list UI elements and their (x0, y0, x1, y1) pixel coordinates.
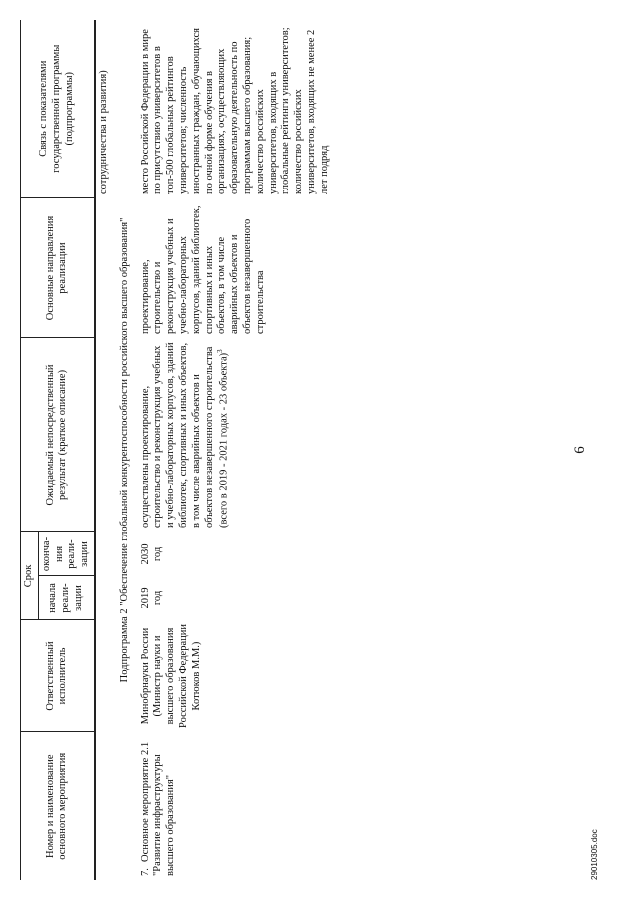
measure-name: Основное мероприятие 2.1 "Развитие инфраструктуры высшего образования" (139, 741, 177, 876)
header-executor: Ответственный исполнитель (21, 620, 95, 732)
table-row (138, 20, 334, 880)
continuation-text: сотрудничества и развития) (97, 70, 109, 194)
subprogram-title: Подпрограмма 2 "Обеспечение глобальной конкурентоспособности российского высшего образования" (118, 217, 130, 683)
measures-table (20, 20, 334, 880)
row-number: 7. (139, 868, 151, 876)
header-directions: Основные направления реализации (21, 198, 95, 338)
measure-cell (138, 732, 334, 880)
term-end-cell: 2030 год (139, 543, 164, 565)
page-number: 6 (572, 446, 588, 454)
header-measure-name: Номер и наименование основного мероприятия (21, 732, 95, 880)
directions-cell: проектирование, строительство и реконструкция учебных и учебно-лабораторных корпусов, зданий библиотек, спортивных и иных объектов, в том числе аварийных объектов и объектов незавершенного строительства (139, 205, 266, 334)
footnote-mark: 3 (216, 349, 225, 353)
header-expected-result: Ожидаемый непосредственный результат (краткое описание) (21, 338, 95, 532)
result-cell (138, 338, 334, 532)
header-term: Срок (21, 532, 39, 620)
footer-code: 29010305.doc (590, 829, 599, 880)
header-term-end: оконча-ния реали-зации (38, 532, 95, 576)
indicators-cell: место Российской Федерации в мире по присутствию университетов в топ-500 глобальных рейтингов университетов; численность иностранных граждан, обучающихся по очной форме обучения в организациях, осуществляющих образовательную деятельность по программам высшего образования; количество российских университетов, входящих в глобальные рейтинги университетов; количество российских университетов, входящих не менее 2 лет подряд (139, 27, 330, 194)
header-term-start: начала реали-зации (38, 576, 95, 620)
rotated-page (20, 20, 610, 880)
header-indicators: Связь с показателями государственной программы (подпрограммы) (21, 20, 95, 198)
result-text: осуществлены проектирование, строительство и реконструкция учебных и учебно-лабораторных корпусов, зданий библиотек, спортивных и иных объектов, в том числе аварийных объектов и объектов незавершенного строительства (всего в 2019 - 2021 годах - 23 объекта) (139, 342, 230, 528)
term-start-cell: 2019 год (139, 587, 164, 609)
executor-cell: Минобрнауки России (Министр науки и высшего образования Российской Федерации Котюков М.М.) (139, 624, 202, 728)
